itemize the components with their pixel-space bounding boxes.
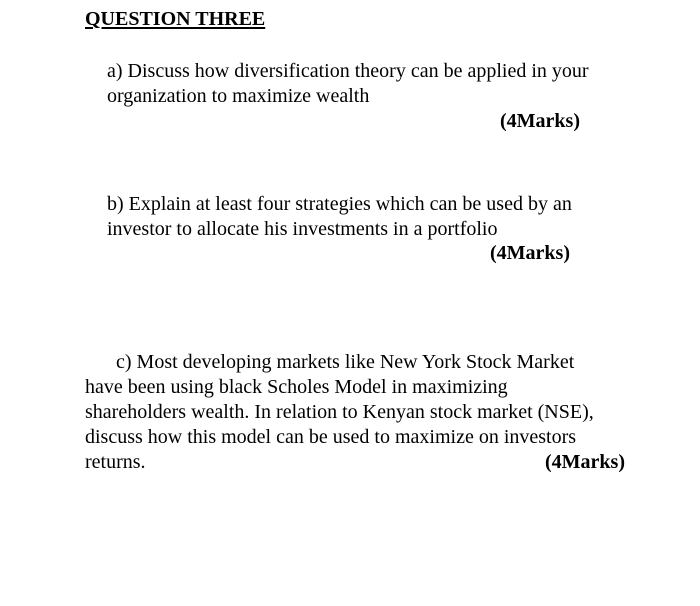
question-heading: QUESTION THREE xyxy=(85,8,266,30)
question-c-line-3: shareholders wealth. In relation to Kenyan stock market (NSE), xyxy=(85,401,594,423)
question-b-line-1: b) Explain at least four strategies which can be used by an xyxy=(107,193,572,215)
question-a-line-1: a) Discuss how diversification theory can be applied in your xyxy=(107,60,589,82)
question-b-line-2: investor to allocate his investments in a portfolio xyxy=(107,218,498,240)
question-c-line-5: returns. xyxy=(85,451,146,473)
question-a-marks: (4Marks) xyxy=(500,110,580,132)
question-c-line-1: c) Most developing markets like New York Stock Market xyxy=(116,351,575,373)
question-c-line-4: discuss how this model can be used to maximize on investors xyxy=(85,426,577,448)
question-c-marks: (4Marks) xyxy=(545,451,625,473)
question-c-line-2: have been using black Scholes Model in maximizing xyxy=(85,376,508,398)
question-a-line-2: organization to maximize wealth xyxy=(107,85,370,107)
question-b-marks: (4Marks) xyxy=(490,242,570,264)
